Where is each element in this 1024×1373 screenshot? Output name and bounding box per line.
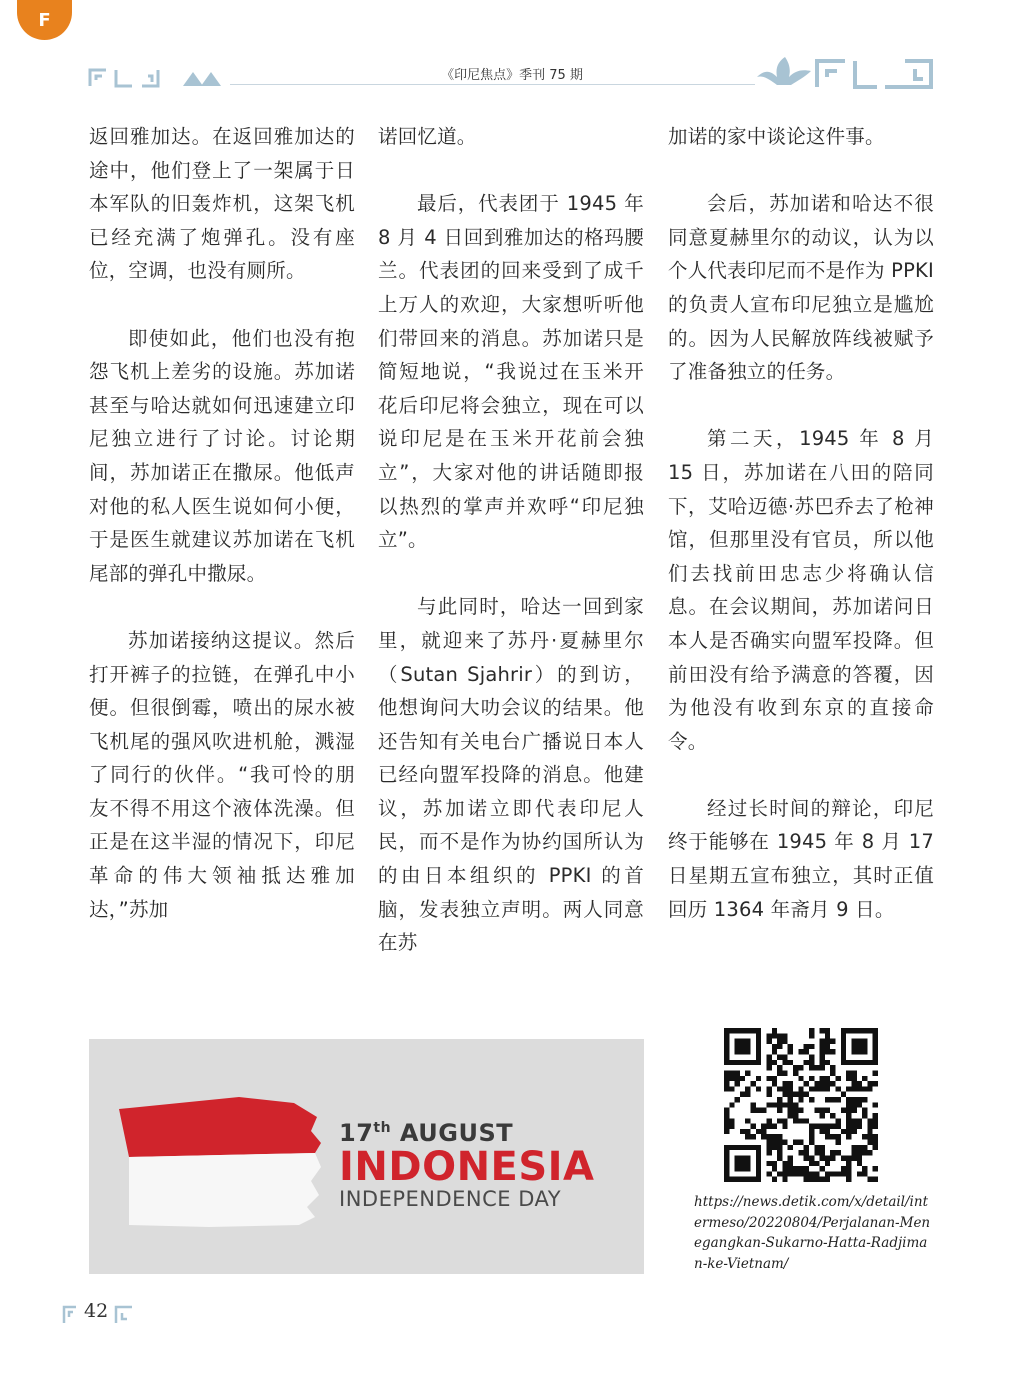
paragraph: 加诺的家中谈论这件事。 [668,125,885,148]
banner-caption [339,1119,595,1211]
paragraph: 经过长时间的辩论，印尼终于能够在 1945 年 8 月 17 日星期五宣布独立，其时正值回历 1364 年斋月 9 日。 [668,796,934,921]
banner-country: INDONESIA [339,1144,595,1190]
article-column-3 [668,120,934,926]
header-rule [230,84,755,85]
paragraph: 与此同时，哈达一回到家里，就迎来了苏丹·夏赫里尔（Sutan Sjahrir）的到访，他想询问大叻会议的结果。他还告知有关电台广播说日本人已经向盟军投降的消息。他建议，苏加诺立即代表印尼人民，而不是作为协约国所认为的由日本组织的 PPKI 的首脑，发表独立声明。两人同意在苏 [378,595,644,955]
paragraph: 返回雅加达。在返回雅加达的途中，他们登上了一架属于日本军队的旧轰炸机，这架飞机已经充满了炮弹孔。没有座位，空调，也没有厕所。 [89,125,355,283]
page-number: 42 [84,1300,109,1322]
header-ornament-right-icon [755,55,935,91]
paragraph: 最后，代表团于 1945 年 8 月 4 日回到雅加达的格玛腰兰。代表团的回来受到了成千上万人的欢迎，大家想听听他们带回来的消息。苏加诺只是简短地说，“我说过在玉米开花后印尼将会独立，现在可以说印尼是在玉米开花前会独立”，大家对他的讲话随即报以热烈的掌声并欢呼“印尼独立”。 [378,192,644,552]
section-badge: F [17,0,72,40]
paragraph: 诺回忆道。 [378,125,477,148]
indonesia-flag-icon [89,1039,339,1274]
banner-subtitle: INDEPENDENCE DAY [339,1187,562,1211]
source-url: https://news.detik.com/x/detail/intermeso/20220804/Perjalanan-Menegangkan-Sukarno-Hatta-Radjiman-ke-Vietnam/ [694,1194,931,1272]
article-column-2 [378,120,644,960]
paragraph: 会后，苏加诺和哈达不很同意夏赫里尔的动议，认为以个人代表印尼而不是作为 PPKI 的负责人宣布印尼独立是尴尬的。因为人民解放阵线被赋予了准备独立的任务。 [668,192,934,384]
banner-date: 17th AUGUST [339,1119,514,1147]
magazine-title: 《印尼焦点》季刊 75 期 [441,68,583,83]
qr-code-icon [724,1028,878,1182]
article-column-1 [89,120,355,926]
paragraph: 苏加诺接纳这提议。然后打开裤子的拉链，在弹孔中小便。但很倒霉，喷出的尿水被飞机尾的强风吹进机舱，溅湿了同行的伙伴。“我可怜的朋友不得不用这个液体洗澡。但正是在这半湿的情况下，印尼革命的伟大领袖抵达雅加达，”苏加 [89,628,355,921]
paragraph: 即使如此，他们也没有抱怨飞机上差劣的设施。苏加诺甚至与哈达就如何迅速建立印尼独立进行了讨论。讨论期间，苏加诺正在撒尿。他低声对他的私人医生说如何小便，于是医生就建议苏加诺在飞机尾部的弹孔中撒尿。 [89,326,355,585]
independence-day-banner [89,1039,644,1274]
paragraph: 第二天，1945 年 8 月 15 日，苏加诺在八田的陪同下，艾哈迈德·苏巴乔去了枪神馆，但那里没有官员，所以他们去找前田忠志少将确认信息。在会议期间，苏加诺问日本人是否确实向盟军投降。但前田没有给予满意的答覆，因为他没有收到东京的直接命令。 [668,427,934,753]
